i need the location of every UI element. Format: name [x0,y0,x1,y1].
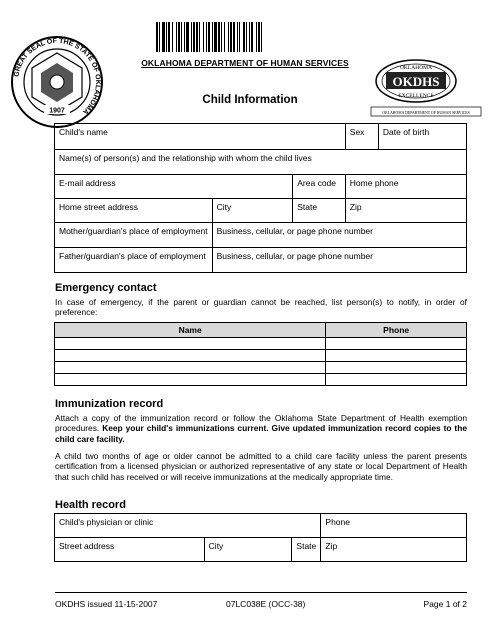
svg-text:OKLAHOMA DEPARTMENT OF HUMAN S: OKLAHOMA DEPARTMENT OF HUMAN SERVICES [382,111,470,115]
child-name-field[interactable]: Child's name [55,124,346,150]
contact-name-input[interactable] [55,350,326,362]
mother-phone-field[interactable]: Business, cellular, or page phone number [212,223,466,248]
physician-state-field[interactable]: State [292,538,321,562]
contact-name-input[interactable] [55,362,326,374]
svg-text:OKLAHOMA: OKLAHOMA [399,65,433,71]
physician-city-field[interactable]: City [204,538,292,562]
svg-text:1907: 1907 [49,107,65,115]
svg-text:EXCELLENCE: EXCELLENCE [398,93,434,99]
home-street-field[interactable]: Home street address [55,199,213,223]
mother-employment-field[interactable]: Mother/guardian's place of employment [55,223,213,248]
city-field[interactable]: City [212,199,293,223]
zip-field[interactable]: Zip [345,199,466,223]
contact-name-input[interactable] [55,374,326,386]
immunization-heading: Immunization record [55,398,164,410]
emergency-instructions: In case of emergency, if the parent or guardian cannot be reached, list person(s) to notify, in order of preference: [55,297,467,318]
phone-column-header: Phone [326,323,467,338]
emergency-contact-table [54,322,467,386]
svg-text:OKDHS: OKDHS [392,74,440,89]
issued-date: OKDHS issued 11-15-2007 [55,599,158,609]
health-heading: Health record [55,499,126,511]
contact-name-input[interactable] [55,338,326,350]
footer-rule [55,592,467,593]
physician-phone-field[interactable]: Phone [321,514,467,538]
okdhs-logo [368,57,483,119]
form-number: 07LC038E (OCC-38) [226,599,306,609]
email-field[interactable]: E-mail address [55,175,293,199]
sex-field[interactable]: Sex [345,124,378,150]
child-info-table [54,123,467,273]
contact-phone-input[interactable] [326,374,467,386]
department-name: OKLAHOMA DEPARTMENT OF HUMAN SERVICES [141,58,349,68]
father-employment-field[interactable]: Father/guardian's place of employment [55,248,213,273]
contact-phone-input[interactable] [326,350,467,362]
physician-field[interactable]: Child's physician or clinic [55,514,321,538]
physician-street-field[interactable]: Street address [55,538,205,562]
area-code-field[interactable]: Area code [293,175,346,199]
lives-with-field[interactable]: Name(s) of person(s) and the relationship with whom the child lives [55,150,467,175]
contact-phone-input[interactable] [326,338,467,350]
contact-phone-input[interactable] [326,362,467,374]
immunization-paragraph-1: Attach a copy of the immunization record or follow the Oklahoma State Department of Health exemption procedures. Keep your child's immunizations current. Give updated immunization record copies to the child care facility. [55,413,467,444]
father-phone-field[interactable]: Business, cellular, or page phone number [212,248,466,273]
emergency-heading: Emergency contact [55,282,157,294]
barcode [156,22,346,52]
home-phone-field[interactable]: Home phone [345,175,466,199]
physician-zip-field[interactable]: Zip [321,538,467,562]
form-title: Child Information [202,94,298,106]
state-field[interactable]: State [293,199,346,223]
name-column-header: Name [55,323,326,338]
health-record-table [54,513,467,562]
page-number: Page 1 of 2 [423,599,467,609]
svg-text:GREAT SEAL OF THE STATE OF OKL: GREAT SEAL OF THE STATE OF OKLAHOMA [13,37,102,116]
date-of-birth-field[interactable]: Date of birth [378,124,466,150]
immunization-paragraph-2: A child two months of age or older cannot be admitted to a child care facility unless the parent presents certification from a licensed physician or authorized representative of any state or local Department of Health that such child has received or will receive immunizations at the medically appropriate time. [55,451,467,482]
state-seal-icon [10,35,104,129]
